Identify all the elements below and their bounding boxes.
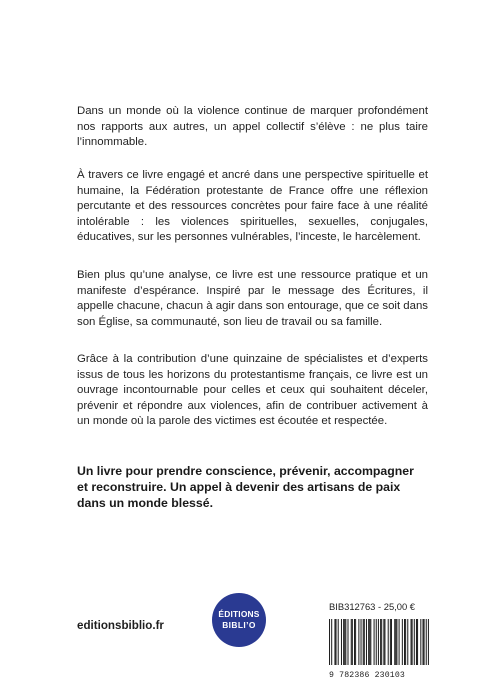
barcode-number: 9 782386 230103	[329, 671, 405, 680]
back-cover-paragraph-2: À travers ce livre engagé et ancré dans une perspective spirituelle et humaine, la Fédération protestante de France offre une réflexion percutante et des ressources concrètes pour faire face à une réalité intolérable : les violences spirituelles, sexuelles, conjugales, éducatives, sur les personnes vulnérables, l’inceste, le harcèlement.	[77, 169, 428, 244]
publisher-website: editionsbiblio.fr	[77, 619, 164, 632]
publisher-logo-line2: BIBLI’O	[222, 620, 256, 630]
back-cover-paragraph-4: Grâce à la contribution d’une quinzaine de spécialistes et d’experts issus de tous les horizons du protestantisme français, ce livre est un ouvrage incontournable pour celles et ceux qui souhaitent déceler, prévenir et répondre aux violences, afin de contribuer activement à un monde où la parole des victimes est écoutée et respectée.	[77, 353, 428, 428]
closing-statement: Un livre pour prendre conscience, prévenir, accompagner et reconstruire. Un appel à devenir des artisans de paix dans un monde blessé.	[77, 464, 414, 510]
publisher-logo-line1: ÉDITIONS	[218, 609, 260, 619]
barcode-bars	[329, 619, 429, 665]
publisher-logo	[212, 593, 266, 647]
back-cover-paragraph-1: Dans un monde où la violence continue de marquer profondément nos rapports aux autres, un appel collectif s’élève : ne plus taire l’innommable.	[77, 105, 428, 149]
isbn-barcode	[329, 619, 429, 680]
price-code: BIB312763 - 25,00 €	[329, 601, 416, 612]
back-cover-paragraph-3: Bien plus qu’une analyse, ce livre est une ressource pratique et un manifeste d’espérance. Inspiré par le message des Écritures, il appelle chacune, chacun à agir dans son entourage, que ce soit dans son Église, sa communauté, son lieu de travail ou sa famille.	[77, 269, 428, 328]
